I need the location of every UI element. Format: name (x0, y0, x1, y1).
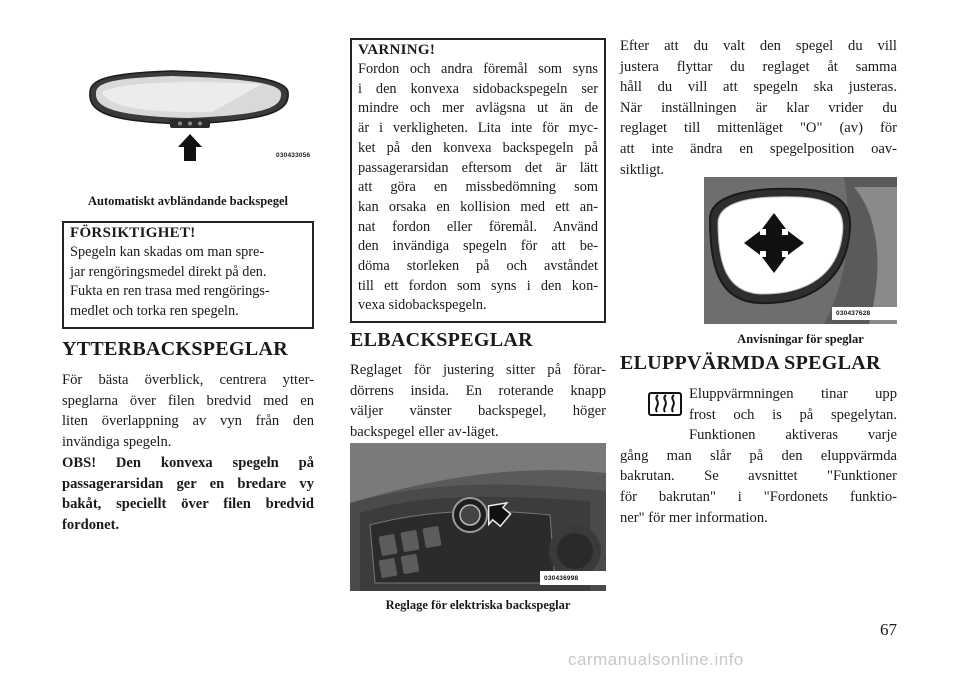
text-line: reglaget till mittenläget "O" (av) för (620, 120, 897, 137)
figure-caption: Reglage för elektriska backspeglar (385, 598, 571, 612)
warning-line: ket på den konvexa backspegeln på (358, 139, 598, 156)
warning-line: kan orsaka en kollision med ett an- (358, 198, 598, 215)
note-line: fordonet. (62, 516, 120, 533)
text-line: frost och is på spegelytan. (689, 406, 897, 423)
section-heading-elbackspeglar: ELBACKSPEGLAR (350, 329, 533, 351)
text-line: dörrens insida. En roterande knapp (350, 382, 606, 399)
text-line: Efter att du valt den spegel du vill (620, 38, 897, 54)
body-paragraph (620, 36, 897, 180)
page-number: 67 (880, 620, 897, 639)
warning-box (350, 38, 606, 323)
text-line: bakrutan. Se avsnittet "Funktioner (620, 468, 897, 485)
text-line: speglarna över filen bredvid med en (62, 392, 314, 409)
section-heading-ytterbackspeglar: YTTERBACKSPEGLAR (62, 338, 288, 360)
text-line: för bakrutan" i "Fordonets funktio- (620, 488, 897, 505)
side-mirror-adjust-illustration (704, 177, 897, 324)
caution-line: Fukta en ren trasa med rengörings- (70, 283, 270, 300)
warning-line: att göra en missbedömning som (358, 179, 598, 196)
power-mirror-switch-photo (350, 443, 606, 591)
text-line: invändiga spegeln. (62, 433, 172, 450)
figure-caption: Automatiskt avbländande backspegel (87, 194, 289, 208)
text-line: håll du vill att spegeln ska justeras. (620, 79, 897, 96)
text-line: gång man slår på den eluppvärmda (620, 447, 897, 464)
warning-line: mindre och mer avlägsna ut än de (358, 100, 598, 117)
warning-line: till ett fordon som syns i den kon- (358, 277, 598, 294)
text-line: Eluppvärmningen tinar upp (689, 386, 897, 402)
figure-code: 030436998 (544, 575, 579, 582)
caution-line: Spegeln kan skadas om man spre- (70, 244, 265, 260)
note-line: passagerarsidan ger en bredare vy (62, 475, 314, 492)
watermark: carmanualsonline.info (568, 650, 744, 669)
text-line: väljer vänster backspegel, höger (350, 403, 606, 420)
text-line: För bästa överblick, centrera ytter- (62, 372, 314, 388)
caution-box (62, 221, 314, 329)
caution-line: medlet och torka ren spegeln. (70, 303, 239, 320)
figure-caption: Anvisningar för speglar (737, 332, 864, 346)
warning-line: passagerarsidan eftersom det är lätt (358, 159, 598, 176)
auto-dimming-mirror-illustration (62, 40, 314, 162)
text-line: siktligt. (620, 161, 665, 178)
warning-line: Fordon och andra föremål som syns (358, 61, 598, 77)
section-heading-eluppvarmda-speglar: ELUPPVÄRMDA SPEGLAR (620, 352, 881, 374)
body-paragraph (350, 360, 606, 442)
figure-code: 030437628 (836, 310, 871, 317)
warning-line: den invändiga spegeln för att be- (358, 238, 598, 255)
text-line: justera flyttar du reglaget åt samma (620, 58, 897, 75)
body-paragraph (62, 370, 314, 452)
figure-code: 030433056 (276, 152, 311, 159)
text-line: liten överlappning av vyn från den (62, 413, 314, 430)
text-line: När inställningen är klar vrider du (620, 99, 897, 116)
side-mirror-figure (704, 177, 897, 324)
caution-line: jar rengöringsmedel direkt på den. (70, 263, 267, 280)
note-line: bakåt, speciellt över filen bredvid (62, 496, 314, 513)
caution-title: FÖRSIKTIGHET! (70, 225, 196, 241)
warning-line: döma storleken på och avståndet (358, 258, 598, 275)
warning-line: nat fordon eller föremål. Använd (358, 218, 598, 235)
text-line: att inte ändra en spegelposition oav- (620, 140, 897, 157)
text-line: Funktionen aktiveras varje (689, 427, 897, 444)
rearview-mirror-figure (62, 40, 314, 162)
text-line: Reglaget för justering sitter på förar- (350, 362, 606, 378)
note-paragraph (62, 453, 314, 535)
note-line: OBS! Den konvexa spegeln på (62, 455, 314, 471)
heated-mirror-paragraph (620, 384, 897, 528)
warning-line: i den konvexa sidobackspegeln ser (358, 80, 598, 97)
warning-title: VARNING! (358, 42, 436, 58)
text-line: ner" för mer information. (620, 509, 768, 526)
door-switch-figure (350, 443, 606, 591)
warning-line: vexa sidobackspegeln. (358, 297, 487, 314)
text-line: backspegel eller av-läget. (350, 423, 499, 440)
warning-line: är i verkligheten. Lita inte för myc- (358, 120, 598, 137)
